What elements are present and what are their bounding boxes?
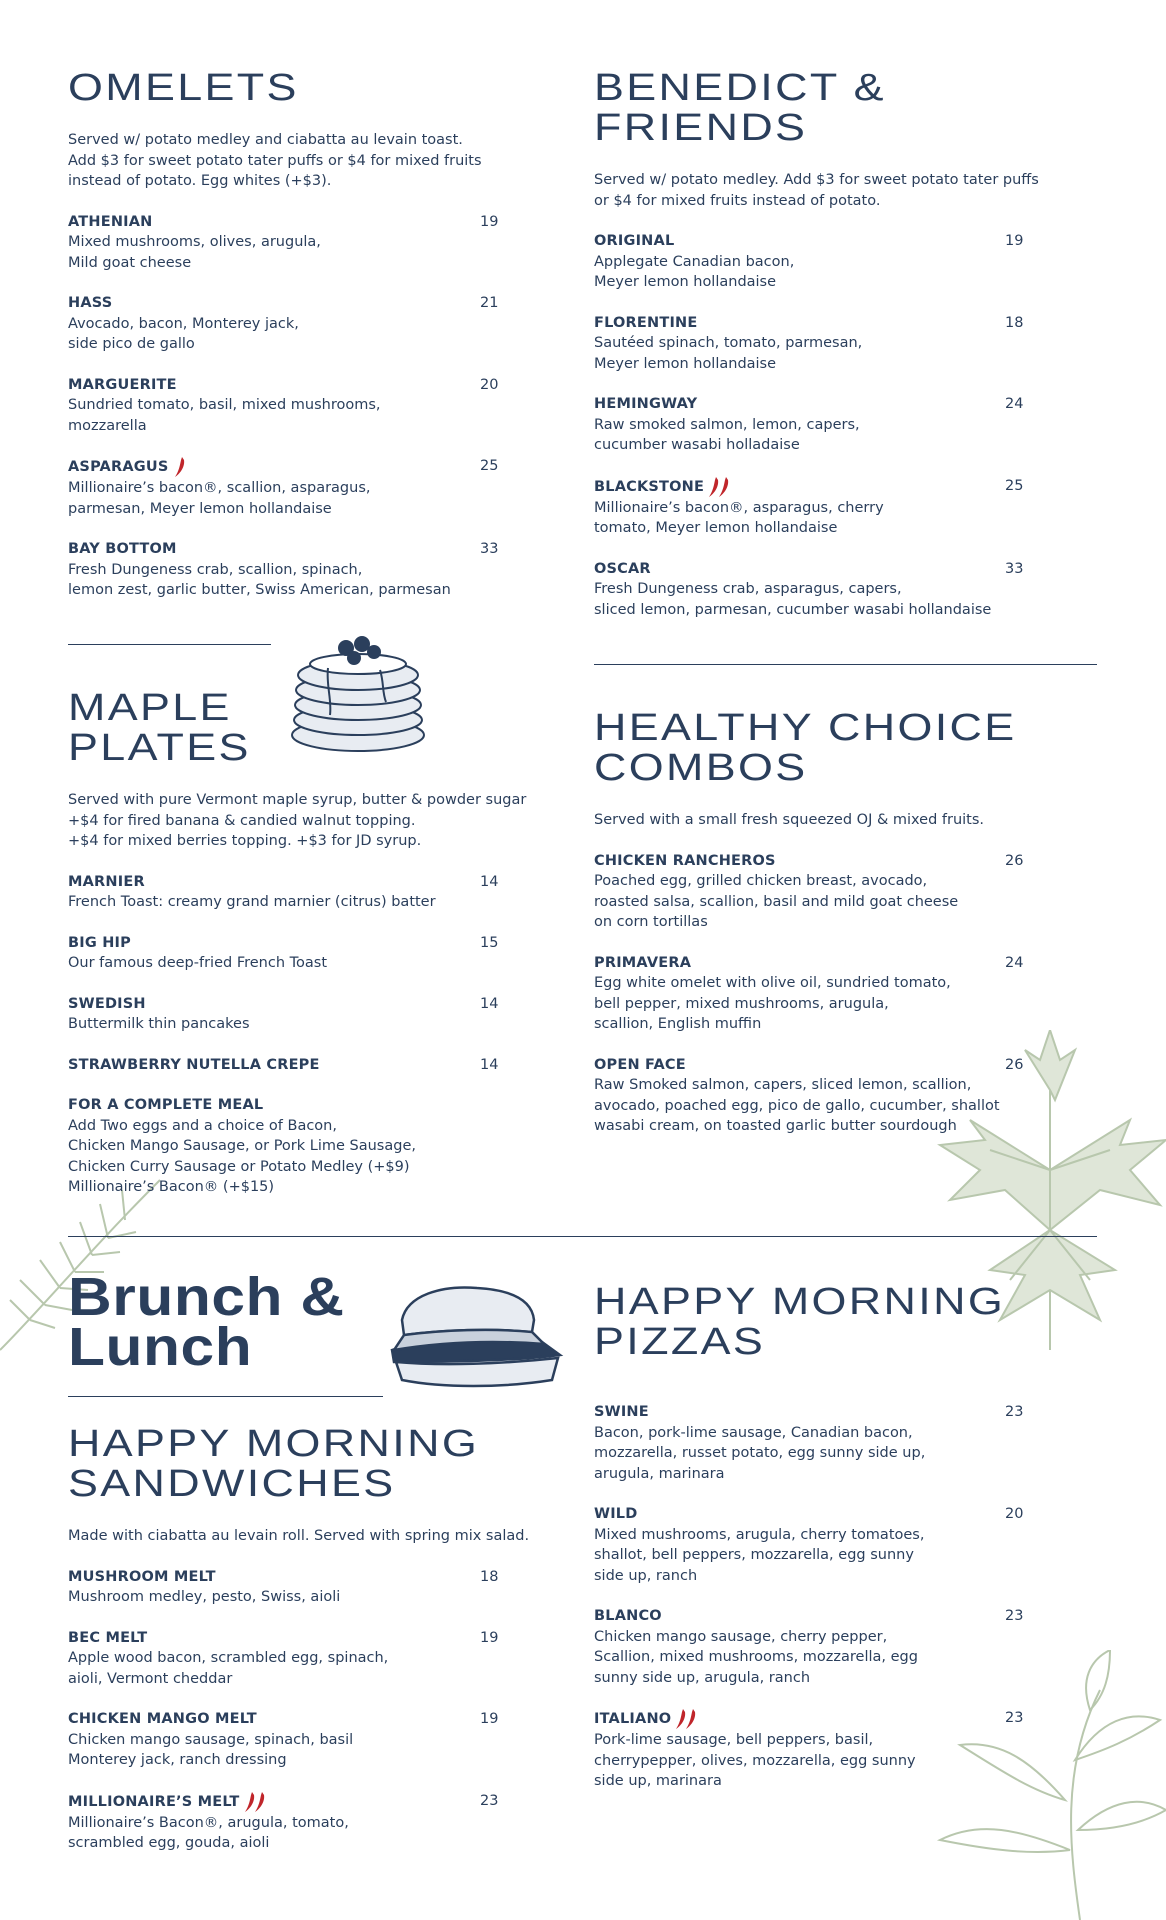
item-price: 26 bbox=[1005, 1056, 1024, 1073]
sandwich-illustration bbox=[382, 1280, 570, 1390]
item-description: Chicken mango sausage, cherry pepper, Scallion, mixed mushrooms, mozzarella, egg sunny side up, arugula, ranch bbox=[594, 1628, 918, 1686]
menu-item bbox=[68, 1055, 538, 1076]
item-description: Millionaire’s bacon®, asparagus, cherry tomato, Meyer lemon hollandaise bbox=[594, 499, 884, 536]
double-chili-pepper-icon bbox=[675, 1708, 699, 1730]
section-intro: Served with a small fresh squeezed OJ & mixed fruits. bbox=[594, 812, 985, 828]
menu-item bbox=[594, 953, 1094, 1035]
divider bbox=[594, 664, 1097, 665]
item-name: PRIMAVERA bbox=[594, 954, 692, 971]
item-price: 15 bbox=[480, 934, 499, 951]
item-name: MILLIONAIRE’S MELT bbox=[68, 1793, 240, 1810]
item-description: Raw Smoked salmon, capers, sliced lemon, scallion, avocado, poached egg, pico de gallo, cucumber, shallot wasabi cream, on toasted garlic butter sourdough bbox=[594, 1077, 1000, 1134]
item-price: 14 bbox=[480, 1056, 499, 1073]
healthy-section bbox=[594, 708, 1094, 1137]
item-price: 19 bbox=[480, 1711, 499, 1727]
item-price: 26 bbox=[1005, 852, 1024, 869]
item-name: ITALIANO bbox=[594, 1711, 672, 1727]
item-name: CHICKEN RANCHEROS bbox=[594, 852, 776, 869]
section-title: BENEDICT & FRIENDS bbox=[594, 67, 886, 149]
item-description: Our famous deep-fried French Toast bbox=[68, 955, 328, 971]
item-price: 24 bbox=[1005, 954, 1024, 971]
item-name: ATHENIAN bbox=[68, 213, 153, 230]
item-name: BLANCO bbox=[594, 1608, 662, 1624]
item-description: Bacon, pork-lime sausage, Canadian bacon, mozzarella, russet potato, egg sunny side up, arugula, marinara bbox=[594, 1424, 926, 1482]
menu-item bbox=[594, 1708, 1094, 1792]
item-name: BIG HIP bbox=[68, 934, 131, 951]
item-name: HEMINGWAY bbox=[594, 396, 698, 412]
divider bbox=[68, 1396, 383, 1397]
brunch-lunch-title: Brunch & Lunch bbox=[68, 1267, 345, 1377]
item-price: 33 bbox=[1005, 560, 1024, 577]
menu-item bbox=[68, 539, 508, 601]
item-description: Apple wood bacon, scrambled egg, spinach, aioli, Vermont cheddar bbox=[68, 1650, 389, 1687]
item-price: 23 bbox=[480, 1792, 499, 1809]
menu-item bbox=[68, 212, 508, 274]
double-chili-pepper-icon bbox=[708, 476, 732, 498]
item-price: 18 bbox=[480, 1568, 499, 1585]
menu-item bbox=[594, 1504, 1094, 1586]
item-price: 19 bbox=[1005, 233, 1024, 249]
item-name: SWINE bbox=[594, 1404, 649, 1420]
divider bbox=[68, 644, 271, 645]
item-price: 18 bbox=[1005, 314, 1024, 331]
menu-item bbox=[68, 933, 538, 974]
menu-item bbox=[594, 851, 1094, 933]
menu-item bbox=[594, 231, 1094, 293]
section-title: HEALTHY CHOICE COMBOS bbox=[594, 707, 1017, 789]
section-intro: Made with ciabatta au levain roll. Served with spring mix salad. bbox=[68, 1528, 530, 1544]
menu-item bbox=[594, 313, 1094, 375]
item-description: Mixed mushrooms, olives, arugula, Mild goat cheese bbox=[68, 234, 321, 271]
menu-item bbox=[68, 1791, 538, 1854]
item-description: Millionaire’s bacon®, scallion, asparagus, parmesan, Meyer lemon hollandaise bbox=[68, 480, 371, 517]
item-name: BAY BOTTOM bbox=[68, 541, 177, 557]
item-name: OSCAR bbox=[594, 560, 651, 577]
menu-item bbox=[68, 293, 508, 355]
menu-item bbox=[594, 476, 1094, 539]
item-name: ASPARAGUS bbox=[68, 459, 169, 475]
item-price: 20 bbox=[1005, 1506, 1024, 1522]
item-name: MUSHROOM MELT bbox=[68, 1568, 216, 1585]
item-price: 23 bbox=[1005, 1404, 1024, 1420]
item-name: BEC MELT bbox=[68, 1629, 148, 1646]
menu-item bbox=[594, 559, 1094, 621]
benedict-section bbox=[594, 68, 1094, 620]
menu-item bbox=[68, 456, 508, 519]
section-intro: Served with pure Vermont maple syrup, butter & powder sugar +$4 for fired banana & candied walnut topping. +$4 for mixed berries topping. +$3 for JD syrup. bbox=[68, 792, 527, 849]
menu-item bbox=[68, 872, 538, 913]
item-description: Poached egg, grilled chicken breast, avocado, roasted salsa, scallion, basil and mild goat cheese on corn tortillas bbox=[594, 873, 959, 930]
item-price: 19 bbox=[480, 1629, 499, 1646]
item-name: SWEDISH bbox=[68, 995, 146, 1012]
item-description: French Toast: creamy grand marnier (citrus) batter bbox=[68, 894, 436, 910]
menu-item bbox=[68, 994, 538, 1035]
item-description: Millionaire’s Bacon®, arugula, tomato, scrambled egg, gouda, aioli bbox=[68, 1814, 349, 1851]
item-description: Buttermilk thin pancakes bbox=[68, 1016, 250, 1032]
item-description: Applegate Canadian bacon, Meyer lemon hollandaise bbox=[594, 253, 795, 290]
item-name: OPEN FACE bbox=[594, 1056, 686, 1073]
item-description: Mushroom medley, pesto, Swiss, aioli bbox=[68, 1589, 341, 1605]
item-price: 24 bbox=[1005, 396, 1024, 412]
menu-item bbox=[594, 1606, 1094, 1688]
double-chili-pepper-icon bbox=[244, 1791, 268, 1813]
item-price: 14 bbox=[480, 995, 499, 1012]
item-name: HASS bbox=[68, 295, 113, 311]
section-title: HAPPY MORNING PIZZAS bbox=[594, 1281, 1006, 1363]
menu-item bbox=[594, 394, 1094, 456]
item-price: 25 bbox=[480, 458, 499, 474]
item-description: Egg white omelet with olive oil, sundried tomato, bell pepper, mixed mushrooms, arugula, scallion, English muffin bbox=[594, 975, 951, 1032]
item-name: FOR A COMPLETE MEAL bbox=[68, 1097, 264, 1113]
menu-item bbox=[68, 375, 508, 437]
item-name: BLACKSTONE bbox=[594, 478, 705, 495]
menu-item bbox=[594, 1055, 1094, 1137]
item-name: MARNIER bbox=[68, 873, 145, 890]
item-price: 19 bbox=[480, 213, 499, 230]
chili-pepper-icon bbox=[173, 456, 187, 478]
pizzas-section bbox=[594, 1282, 1094, 1792]
item-description: Sautéed spinach, tomato, parmesan, Meyer lemon hollandaise bbox=[594, 335, 863, 372]
item-description: Avocado, bacon, Monterey jack, side pico de gallo bbox=[68, 315, 299, 352]
item-description: Pork-lime sausage, bell peppers, basil, cherrypepper, olives, mozzarella, egg sunny side up, marinara bbox=[594, 1732, 916, 1789]
menu-item bbox=[68, 1709, 538, 1771]
item-name: WILD bbox=[594, 1506, 638, 1522]
section-title: OMELETS bbox=[68, 67, 299, 109]
item-description: Chicken mango sausage, spinach, basil Monterey jack, ranch dressing bbox=[68, 1731, 354, 1768]
item-name: MARGUERITE bbox=[68, 376, 177, 393]
section-title: HAPPY MORNING SANDWICHES bbox=[68, 1423, 480, 1505]
divider bbox=[68, 1236, 1097, 1237]
omelets-section bbox=[68, 68, 508, 601]
item-price: 20 bbox=[480, 376, 499, 393]
item-price: 14 bbox=[480, 873, 499, 890]
item-price: 21 bbox=[480, 295, 499, 311]
item-description: Fresh Dungeness crab, asparagus, capers, sliced lemon, parmesan, cucumber wasabi hollandaise bbox=[594, 581, 992, 618]
menu-item bbox=[68, 1095, 538, 1198]
maple-section bbox=[68, 688, 538, 1198]
item-name: CHICKEN MANGO MELT bbox=[68, 1711, 257, 1727]
section-intro: Served w/ potato medley. Add $3 for sweet potato tater puffs or $4 for mixed fruits instead of potato. bbox=[594, 172, 1039, 209]
sandwiches-section bbox=[68, 1424, 538, 1854]
item-name: FLORENTINE bbox=[594, 314, 698, 331]
item-description: Mixed mushrooms, arugula, cherry tomatoes, shallot, bell peppers, mozzarella, egg sunny side up, ranch bbox=[594, 1526, 925, 1584]
item-name: STRAWBERRY NUTELLA CREPE bbox=[68, 1056, 320, 1073]
menu-item bbox=[68, 1628, 538, 1690]
item-description: Fresh Dungeness crab, scallion, spinach, lemon zest, garlic butter, Swiss American, parmesan bbox=[68, 561, 451, 598]
item-price: 23 bbox=[1005, 1710, 1024, 1726]
item-price: 23 bbox=[1005, 1608, 1024, 1624]
section-intro: Served w/ potato medley and ciabatta au levain toast. Add $3 for sweet potato tater puffs or $4 for mixed fruits instead of potato. Egg whites (+$3). bbox=[68, 132, 482, 189]
menu-item bbox=[594, 1402, 1094, 1484]
item-price: 25 bbox=[1005, 477, 1024, 494]
section-title: MAPLE PLATES bbox=[68, 687, 251, 769]
item-name: ORIGINAL bbox=[594, 233, 675, 249]
menu-item bbox=[68, 1567, 538, 1608]
item-price: 33 bbox=[480, 541, 499, 557]
item-description: Raw smoked salmon, lemon, capers, cucumber wasabi holladaise bbox=[594, 416, 860, 453]
item-description: Add Two eggs and a choice of Bacon, Chicken Mango Sausage, or Pork Lime Sausage, Chicken Curry Sausage or Potato Medley (+$9) Millionaire’s Bacon® (+$15) bbox=[68, 1117, 416, 1195]
item-description: Sundried tomato, basil, mixed mushrooms, mozzarella bbox=[68, 397, 381, 434]
